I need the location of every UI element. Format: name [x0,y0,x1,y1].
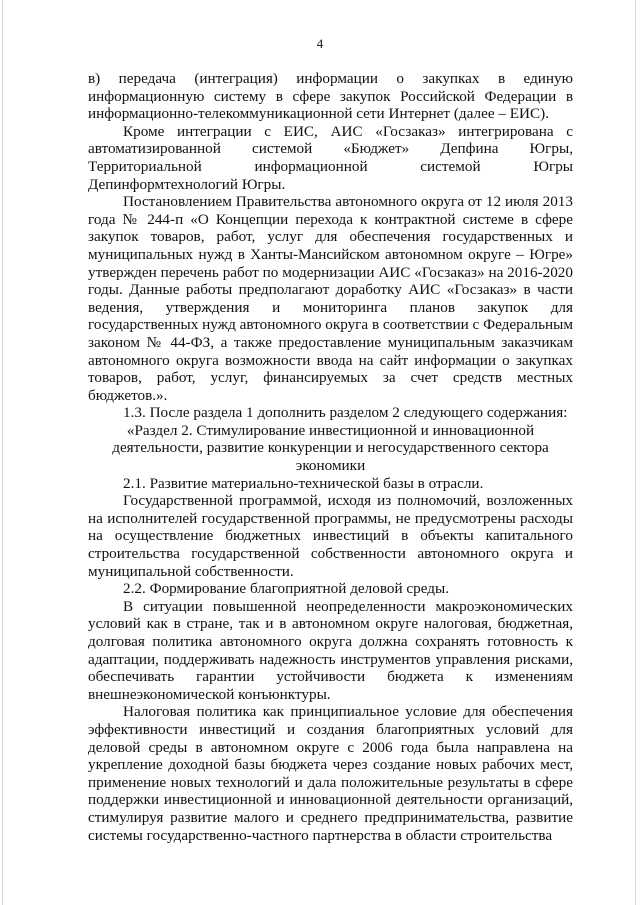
scan-edge-left [2,0,3,905]
paragraph-investments: Государственной программой, исходя из полномочий, возложенных на исполнителей государственной программы, не предусмотрены расходы на осуществление бюджетных инвестиций в объекты капитального строительства государственной собственности автономного округа и муниципальной собственности. [88,492,573,580]
paragraph-uncertainty: В ситуации повышенной неопределенности макроэкономических условий как в стране, так и в автономном округе налоговая, бюджетная, долговая политика автономного округа должна сохранять готовность к адаптации, поддерживать надежность инструментов управления рисками, обеспечивать гарантии устойчивости бюджета к изменениям внешнеэкономической конъюнктуры. [88,597,573,703]
subsection-heading-2-1: 2.1. Развитие материально-технической базы в отрасли. [123,474,484,492]
page-number: 4 [316,36,324,51]
paragraph-resolution: Постановлением Правительства автономного округа от 12 июля 2013 года № 244-п «О Концепции перехода к контрактной системе в сфере закупок товаров, работ, услуг для обеспечения государственных и муниципальных нужд в Ханты-Мансийском автономном округе – Югре» утвержден перечень работ по модернизации АИС «Госзаказ» на 2016-2020 годы. Данные работы предполагают доработку АИС «Госзаказ» в части ведения, утверждения и мониторинга планов закупок для государственных нужд автономного округа в соответствии с Федеральным законом № 44-ФЗ, а также предоставление муниципальным заказчикам автономного округа возможности ввода на сайт информации о закупках товаров, работ, услуг, финансируемых за счет средств местных бюджетов.». [88,193,573,404]
paragraph-amendment: 1.3. После раздела 1 дополнить разделом 2 следующего содержания: [123,404,568,422]
paragraph-tax-policy: Налоговая политика как принципиальное условие для обеспечения эффективности инвестиций и создания благоприятных условий для деловой среды в автономном округе с 2006 года была направлена на укрепление доходной базы бюджета через создание новых рабочих мест, применение новых технологий и дала положительные результаты в сфере поддержки инвестиционной и инновационной деятельности организаций, стимулируя развитие малого и среднего предпринимательства, развитие системы государственно-частного партнерства в области строительства [88,703,573,844]
scan-edge-right [635,0,636,905]
section-heading: «Раздел 2. Стимулирование инвестиционной и инновационной деятельности, развитие конкуренции и негосударственного сектора экономики [112,421,549,475]
paragraph-integration: Кроме интеграции с ЕИС, АИС «Госзаказ» интегрирована с автоматизированной системой «Бюджет» Депфина Югры, Территориальной информационной системой Югры Депинформтехнологий Югры. [88,122,573,193]
subsection-heading-2-2: 2.2. Формирование благоприятной деловой среды. [123,580,450,598]
document-body [88,70,573,844]
paragraph-item-v: в) передача (интеграция) информации о закупках в единую информационную систему в сфере закупок Российской Федерации в информационно-телекоммуникационной сети Интернет (далее – ЕИС). [88,70,573,123]
